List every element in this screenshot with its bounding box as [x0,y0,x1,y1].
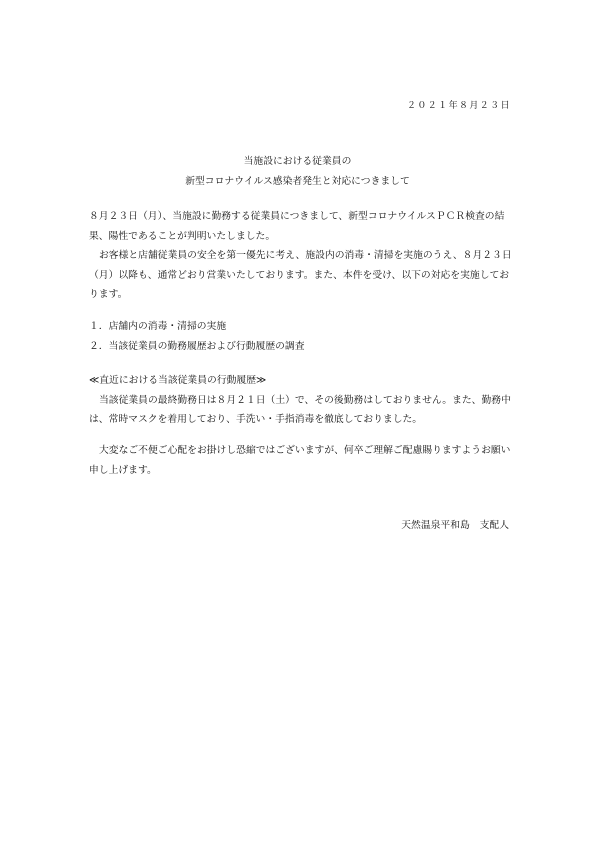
title-line-1: 当施設における従業員の [243,156,352,167]
title-line-2: 新型コロナウイルス感染者発生と対応につきまして [185,176,410,187]
document-date: ２０２１年８月２３日 [406,101,511,111]
paragraph-response: お客様と店舗従業員の安全を第一優先に考え、施設内の消毒・清掃を実施のうえ、８月２３日（月）以降も、通常どおり営業いたしております。また、本件を受け、以下の対応を実施しております。 [89,250,512,300]
closing-section [89,441,513,480]
signature: 天然温泉平和島 支配人 [401,520,509,531]
announcement-body [89,207,513,305]
paragraph-result: ８月２３日（月）、当施設に勤務する従業員につきまして、新型コロナウイルスＰＣＲ検査の結果、陽性であることが判明いたしました。 [89,211,505,242]
action-list [89,317,513,356]
document-title [0,152,595,192]
closing-text: 大変なご不便ご心配をお掛けし恐縮ではございますが、何卒ご理解ご配慮賜りますようお願い申し上げます。 [89,445,511,476]
list-item: １．店舗内の消毒・清掃の実施 [89,321,227,332]
list-item: ２．当該従業員の勤務履歴および行動履歴の調査 [89,340,305,352]
employee-history-section [89,371,513,430]
history-text: 当該従業員の最終勤務日は８月２１日（土）で、その後勤務はしておりません。また、勤務中は、常時マスクを着用しており、手洗い・手指消毒を徹底しておりました。 [89,394,511,425]
history-heading: ≪直近における当該従業員の行動履歴≫ [89,375,267,386]
